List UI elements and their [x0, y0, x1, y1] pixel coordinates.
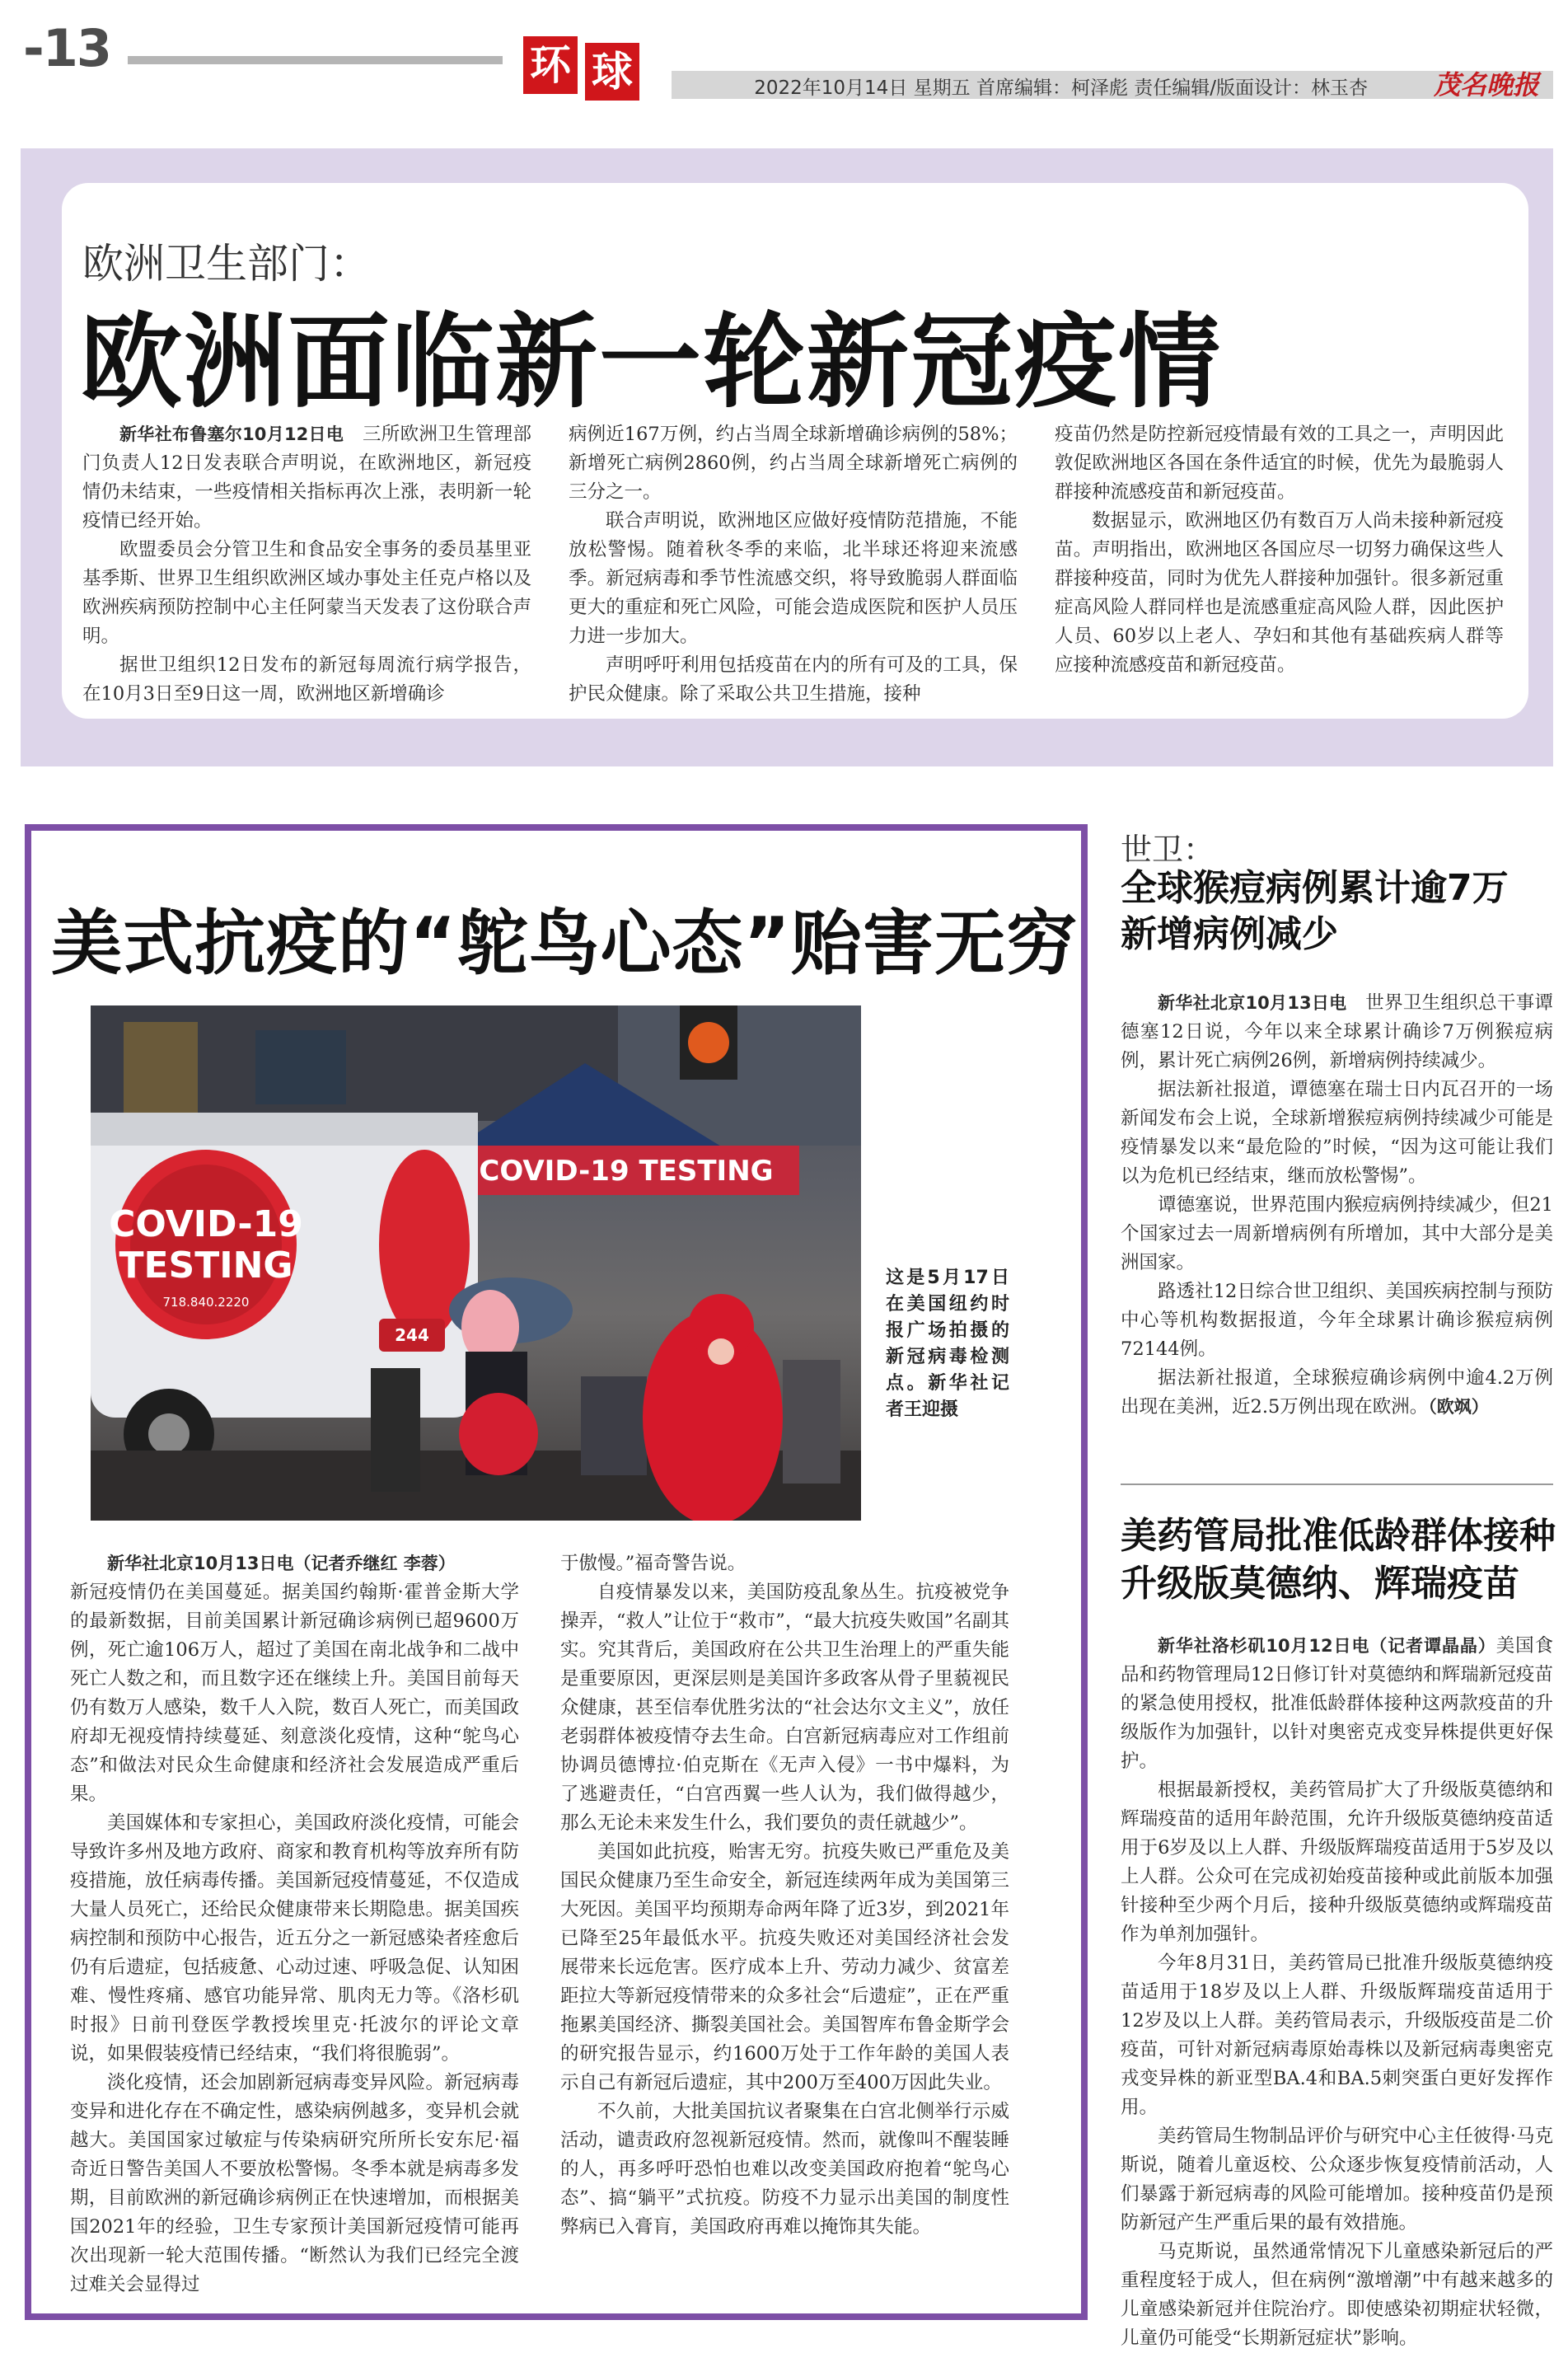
paragraph: 联合声明说，欧洲地区应做好疫情防范措施，不能放松警惕。随着秋冬季的来临，北半球还将迎来流感季。新冠病毒和季节性流感交织，将导致脆弱人群面临更大的重症和死亡风险，可能会造成医院和医护人员压力进一步加大。 [569, 510, 1018, 647]
header-rule [128, 56, 503, 64]
van-number: 244 [395, 1325, 429, 1345]
europe-article-title: 欧洲面临新一轮新冠疫情 [80, 303, 1223, 422]
paragraph: 谭德塞说，世界范围内猴痘病例持续减少，但21个国家过去一周新增病例有所增加，其中大部分是美洲国家。 [1121, 1194, 1553, 1273]
header-info: 2022年10月14日 星期五 首席编辑：柯泽彪 责任编辑/版面设计：林玉杏 [754, 77, 1368, 99]
europe-article-kicker: 欧洲卫生部门： [82, 240, 371, 288]
us-dateline: 新华社北京10月13日电（记者乔继红 李蓉） [107, 1554, 456, 1573]
paragraph: 欧盟委员会分管卫生和食品安全事务的委员基里亚基季斯、世界卫生组织欧洲区域办事处主任克卢格以及欧洲疾病预防控制中心主任阿蒙当天发表了这份联合声明。 [82, 539, 531, 647]
paragraph: 自疫情暴发以来，美国防疫乱象丛生。抗疫被党争操弄，“救人”让位于“救市”，“最大抗疫失败国”名副其实。究其背后，美国政府在公共卫生治理上的严重失能是重要原因，更深层则是美国许多政客从骨子里藐视民众健康，甚至信奉优胜劣汰的“社会达尔文主义”，放任老弱群体被疫情夺去生命。白宫新冠病毒应对工作组前协调员德博拉·伯克斯在《无声入侵》一书中爆料，为了逃避责任，“白宫西翼一些人认为，我们做得越少，那么无论未来发生什么，我们要负的责任就越少”。 [560, 1582, 1009, 1834]
europe-dateline: 新华社布鲁塞尔10月12日电 [119, 424, 344, 444]
monkeypox-byline: （欧飒） [1428, 1397, 1489, 1417]
paragraph: 据法新社报道，全球猴痘确诊病例中逾4.2万例出现在美洲，近2.5万例出现在欧洲。（欧飒） [1121, 1367, 1553, 1418]
vaccine-title: 美药管局批准低龄群体接种升级版莫德纳、辉瑞疫苗 [1121, 1515, 1556, 1605]
paper-logo: 茂名晚报 [1433, 69, 1539, 101]
vaccine-body: 新华社洛杉矶10月12日电（记者谭晶晶）美国食品和药物管理局12日修订针对莫德纳和辉瑞新冠疫苗的紧急使用授权，批准低龄群体接种这两款疫苗的升级版作为加强针，以针对奥密克戎变异株提供更好保护。 根据最新授权，美药管局扩大了升级版莫德纳和辉瑞疫苗的适用年龄范围，允许升级版莫德纳疫苗适用于6岁及以上人群、升级版辉瑞疫苗适用于5岁及以上人群。公众可在完成初始疫苗接种或此前版本加强针接种至少两个月后，接种升级版莫德纳或辉瑞疫苗作为单剂加强针。 今年8月31日，美药管局已批准升级版莫德纳疫苗适用于18岁及以上人群、升级版辉瑞疫苗适用于12岁及以上人群。美药管局表示，升级版疫苗是二价疫苗，可针对新冠病毒原始毒株以及新冠病毒奥密克戎变异株的新亚型BA.4和BA.5刺突蛋白更好发挥作用。 美药管局生物制品评价与研究中心主任彼得·马克斯说，随着儿童返校、公众逐步恢复疫情前活动，人们暴露于新冠病毒的风险可能增加。接种疫苗仍是预防新冠产生严重后果的最有效措施。 马克斯说，虽然通常情况下儿童感染新冠后的严重程度轻于成人，但在病例“激增潮”中有越来越多的儿童感染新冠并住院治疗。即使感染初期症状轻微，儿童仍可能受“长期新冠症状”影响。 [1121, 1632, 1553, 2353]
paragraph: 不久前，大批美国抗议者聚集在白宫北侧举行示威活动，谴责政府忽视新冠疫情。然而，就像叫不醒装睡的人，再多呼吁恐怕也难以改变美国政府抱着“鸵鸟心态”、搞“躺平”式抗疫。防疫不力显示出美国的制度性弊病已入膏肓，美国政府再难以掩饰其失能。 [560, 2101, 1009, 2238]
vaccine-dateline: 新华社洛杉矶10月12日电（记者谭晶晶） [1158, 1636, 1496, 1656]
paragraph: 于傲慢。”福奇警告说。 [560, 1553, 747, 1574]
monkeypox-title: 全球猴痘病例累计逾7万 新增病例减少 [1121, 867, 1509, 955]
paragraph: 根据最新授权，美药管局扩大了升级版莫德纳和辉瑞疫苗的适用年龄范围，允许升级版莫德纳疫苗适用于6岁及以上人群、升级版辉瑞疫苗适用于5岁及以上人群。公众可在完成初始疫苗接种或此前版本加强针接种至少两个月后，接种升级版莫德纳或辉瑞疫苗作为单剂加强针。 [1121, 1779, 1553, 1945]
section-tag-char-1: 环 [523, 36, 578, 94]
paragraph: 今年8月31日，美药管局已批准升级版莫德纳疫苗适用于18岁及以上人群、升级版辉瑞疫苗适用于12岁及以上人群。美药管局表示，升级版疫苗是二价疫苗，可针对新冠病毒原始毒株以及新冠病毒奥密克戎变异株的新亚型BA.4和BA.5刺突蛋白更好发挥作用。 [1121, 1952, 1553, 2118]
van-text-2: TESTING [119, 1244, 293, 1287]
europe-article-col-3 [1055, 420, 1504, 680]
paragraph: 声明呼吁利用包括疫苗在内的所有可及的工具，保护民众健康。除了采取公共卫生措施，接种 [569, 654, 1018, 705]
page-number: -13 [23, 18, 111, 78]
us-article-title: 美式抗疫的“鸵鸟心态”贻害无穷 [51, 902, 1079, 985]
us-article-col-2 [560, 1549, 1009, 2242]
europe-article-col-2 [569, 420, 1018, 709]
paragraph: 据法新社报道，谭德塞在瑞士日内瓦召开的一场新闻发布会上说，全球新增猴痘病例持续减少可能是疫情暴发以来“最危险的”时候，“因为这可能让我们以为危机已经结束，继而放松警惕”。 [1121, 1079, 1553, 1187]
paragraph: 美国媒体和专家担心，美国政府淡化疫情，可能会导致许多州及地方政府、商家和教育机构等放弃所有防疫措施，放任病毒传播。美国新冠疫情蔓延，不仅造成大量人员死亡，还给民众健康带来长期隐患。据美国疾病控制和预防中心报告，近五分之一新冠感染者痊愈后仍有后遗症，包括疲惫、心动过速、呼吸急促、认知困难、慢性疼痛、感官功能异常、肌肉无力等。《洛杉矶时报》日前刊登医学教授埃里克·托波尔的评论文章说，如果假装疫情已经结束，“我们将很脆弱”。 [70, 1812, 519, 2065]
times-square-testing-photo [91, 1005, 861, 1521]
paragraph: 美国如此抗疫，贻害无穷。抗疫失败已严重危及美国民众健康乃至生命安全，新冠连续两年成为美国第三大死因。美国平均预期寿命两年降了近3岁，到2021年已降至25年最低水平。抗疫失败还对美国经济社会发展带来长远危害。医疗成本上升、劳动力减少、贫富差距拉大等新冠疫情带来的众多社会“后遗症”，正在严重拖累美国经济、撕裂美国社会。美国智库布鲁金斯学会的研究报告显示，约1600万处于工作年龄的美国人表示自己有新冠后遗症，其中200万至400万因此失业。 [560, 1841, 1009, 2093]
monkeypox-kicker: 世卫： [1121, 832, 1215, 868]
paragraph: 病例近167万例，约占当周全球新增确诊病例的58%；新增死亡病例2860例，约占当周全球新增死亡病例的三分之一。 [569, 424, 1018, 503]
paragraph: 数据显示，欧洲地区仍有数百万人尚未接种新冠疫苗。声明指出，欧洲地区各国应尽一切努力确保这些人群接种疫苗，同时为优先人群接种加强针。很多新冠重症高风险人群同样也是流感重症高风险人群，因此医护人员、60岁以上老人、孕妇和其他有基础疾病人群等应接种流感疫苗和新冠疫苗。 [1055, 510, 1504, 676]
paragraph: 据世卫组织12日发布的新冠每周流行病学报告，在10月3日至9日这一周，欧洲地区新增确诊 [82, 654, 531, 705]
news-photo [91, 1005, 861, 1521]
van-phone: 718.840.2220 [162, 1295, 250, 1310]
paragraph: 马克斯说，虽然通常情况下儿童感染新冠后的严重程度轻于成人，但在病例“激增潮”中有越来越多的儿童感染新冠并住院治疗。即使感染初期症状轻微，儿童仍可能受“长期新冠症状”影响。 [1121, 2241, 1553, 2349]
paragraph: 新冠疫情仍在美国蔓延。据美国约翰斯·霍普金斯大学的最新数据，目前美国累计新冠确诊病例已超9600万例，死亡逾106万人，超过了美国在南北战争和二战中死亡人数之和，而且数字还在继续上升。美国目前每天仍有数万人感染，数千人入院，数百人死亡，而美国政府却无视疫情持续蔓延、刻意淡化疫情，这种“鸵鸟心态”和做法对民众生命健康和经济社会发展造成严重后果。 [70, 1582, 519, 1805]
us-article-col-1 [70, 1549, 519, 2299]
tent-banner-text: COVID-19 TESTING [479, 1155, 774, 1188]
photo-caption: 这是5月17日在美国纽约时报广场拍摄的新冠病毒检测点。新华社记者王迎摄 [886, 1268, 1009, 1420]
column-divider [1121, 1484, 1553, 1485]
section-tag-char-2: 球 [585, 43, 639, 101]
monkeypox-body: 新华社北京10月13日电 世界卫生组织总干事谭德塞12日说，今年以来全球累计确诊7万例猴痘病例，累计死亡病例26例，新增病例持续减少。 据法新社报道，谭德塞在瑞士日内瓦召开的一场新闻发布会上说，全球新增猴痘病例持续减少可能是疫情暴发以来“最危险的”时候，“因为这可能让我们以为危机已经结束，继而放松警惕”。 谭德塞说，世界范围内猴痘病例持续减少，但21个国家过去一周新增病例有所增加，其中大部分是美洲国家。 路透社12日综合世卫组织、美国疾病控制与预防中心等机构数据报道，今年全球累计确诊猴痘病例72144例。 据法新社报道，全球猴痘确诊病例中逾4.2万例出现在美洲，近2.5万例出现在欧洲。（欧飒） [1121, 989, 1553, 1422]
paragraph: 路透社12日综合世卫组织、美国疾病控制与预防中心等机构数据报道，今年全球累计确诊猴痘病例72144例。 [1121, 1281, 1553, 1360]
monkeypox-dateline: 新华社北京10月13日电 [1158, 993, 1347, 1013]
paragraph: 淡化疫情，还会加剧新冠病毒变异风险。新冠病毒变异和进化存在不确定性，感染病例越多，变异机会就越大。美国国家过敏症与传染病研究所所长安东尼·福奇近日警告美国人不要放松警惕。冬季本就是病毒多发期，目前欧洲的新冠确诊病例正在快速增加，而根据美国2021年的经验，卫生专家预计美国新冠疫情可能再次出现新一轮大范围传播。“断然认为我们已经完全渡过难关会显得过 [70, 2072, 519, 2295]
paragraph: 美药管局生物制品评价与研究中心主任彼得·马克斯说，随着儿童返校、公众逐步恢复疫情前活动，人们暴露于新冠病毒的风险可能增加。接种疫苗仍是预防新冠产生严重后果的最有效措施。 [1121, 2126, 1553, 2233]
van-text-1: COVID-19 [109, 1203, 303, 1245]
paragraph: 疫苗仍然是防控新冠疫情最有效的工具之一，声明因此敦促欧洲地区各国在条件适宜的时候，优先为最脆弱人群接种流感疫苗和新冠疫苗。 [1055, 424, 1504, 503]
europe-article-col-1: 新华社布鲁塞尔10月12日电 三所欧洲卫生管理部门负责人12日发表联合声明说，在欧洲地区，新冠疫情仍未结束，一些疫情相关指标再次上涨，表明新一轮疫情已经开始。 欧盟委员会分管卫生和食品安全事务的委员基里亚基季斯、世界卫生组织欧洲区域办事处主任克卢格以及欧洲疾病预防控制中心主任阿蒙当天发表了这份联合声明。 据世卫组织12日发布的新冠每周流行病学报告，在10月3日至9日这一周，欧洲地区新增确诊 [82, 420, 531, 709]
